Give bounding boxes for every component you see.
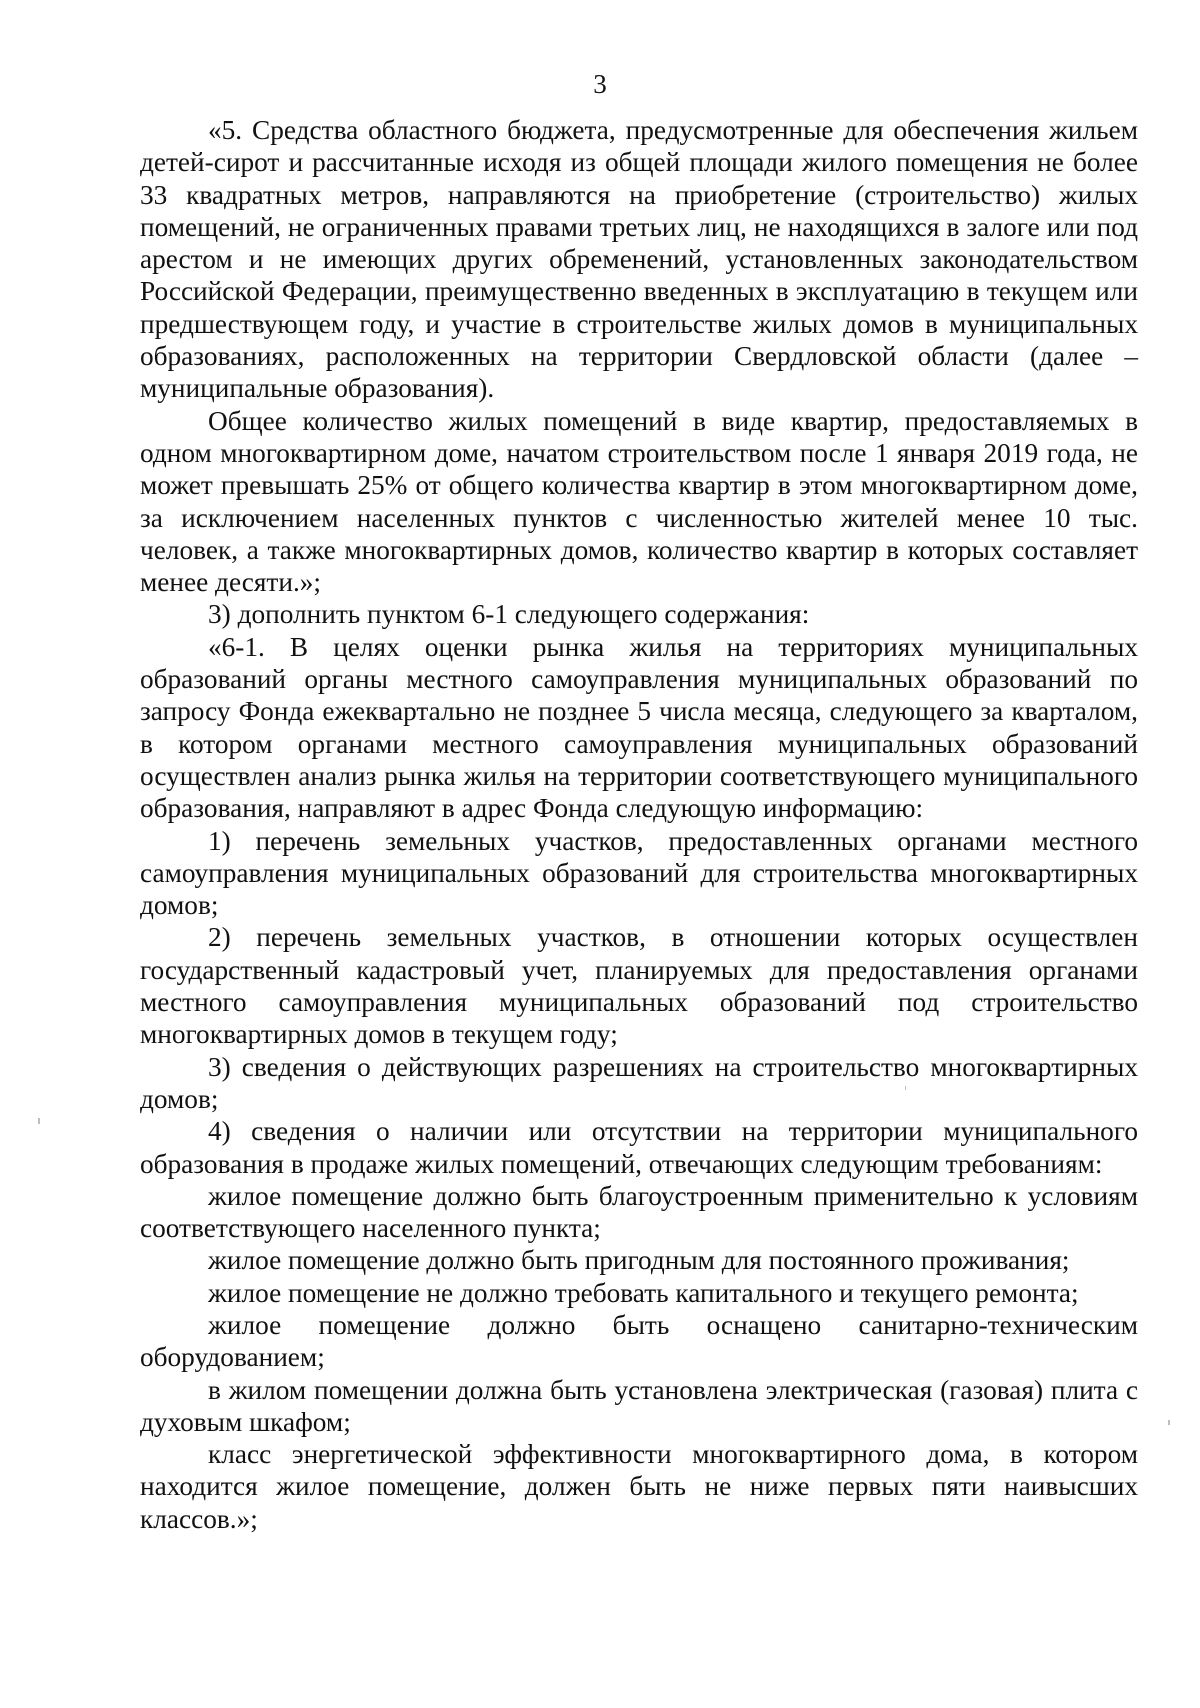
paragraph-item-5: «5. Средства областного бюджета, предусмотренные для обеспечения жильем детей-сирот и рассчитанные исходя из общей площади жилого помещения не более 33 квадратных метров, направляются на приобретение (строительство) жилых помещений, не ограниченных правами третьих лиц, не находящихся в залоге или под арестом и не имеющих других обременений, установленных законодательством Российской Федерации, преимущественно введенных в эксплуатацию в текущем или предшествующем году, и участие в строительстве жилых домов в муниципальных образованиях, расположенных на территории Свердловской области (далее – муниципальные образования).: [140, 115, 1138, 404]
scan-artifact: [905, 1086, 906, 1090]
paragraph-amendment-3: 3) дополнить пунктом 6-1 следующего содержания:: [208, 599, 810, 630]
paragraph-apartment-limit: Общее количество жилых помещений в виде квартир, предоставляемых в одном многоквартирном доме, начатом строительством после 1 января 2019 года, не может превышать 25% от общего количества квартир в этом многоквартирном доме, за исключением населенных пунктов с численностью жителей менее 10 тыс. человек, а также многоквартирных домов, количество квартир в которых составляет менее десяти.»;: [140, 405, 1138, 598]
requirement-energy-class: класс энергетической эффективности многоквартирного дома, в котором находится жилое помещение, должен быть не ниже первых пяти наивысших классов.»;: [140, 1439, 1138, 1534]
requirement-habitable: жилое помещение должно быть пригодным для постоянного проживания;: [208, 1245, 1070, 1276]
list-item-4: 4) сведения о наличии или отсутствии на территории муниципального образования в продаже жилых помещений, отвечающих следующим требованиям:: [140, 1116, 1138, 1179]
paragraph-item-6-1: «6-1. В целях оценки рынка жилья на территориях муниципальных образований органы местного самоуправления муниципальных образований по запросу Фонда ежеквартально не позднее 5 числа месяца, следующего за кварталом, в котором органами местного самоуправления муниципальных образований осуществлен анализ рынка жилья на территории соответствующего муниципального образования, направляют в адрес Фонда следующую информацию:: [140, 631, 1138, 824]
document-body: [140, 114, 1138, 1535]
page-number: 3: [593, 69, 607, 99]
list-item-3: 3) сведения о действующих разрешениях на строительство многоквартирных домов;: [140, 1051, 1138, 1114]
requirement-comfortable: жилое помещение должно быть благоустроенным применительно к условиям соответствующего населенного пункта;: [140, 1180, 1138, 1244]
scan-artifact: [38, 1118, 40, 1124]
list-item-2: 2) перечень земельных участков, в отношении которых осуществлен государственный кадастровый учет, планируемых для предоставления органами местного самоуправления муниципальных образований под строительство многоквартирных домов в текущем году;: [140, 922, 1138, 1050]
scan-artifact: [1168, 1420, 1170, 1425]
requirement-stove: в жилом помещении должна быть установлена электрическая (газовая) плита с духовым шкафом;: [140, 1374, 1138, 1437]
requirement-sanitary: жилое помещение должно быть оснащено санитарно-техническим оборудованием;: [140, 1309, 1138, 1373]
requirement-no-repair: жилое помещение не должно требовать капитального и текущего ремонта;: [208, 1277, 1079, 1308]
list-item-1: 1) перечень земельных участков, предоставленных органами местного самоуправления муниципальных образований для строительства многоквартирных домов;: [140, 825, 1138, 921]
